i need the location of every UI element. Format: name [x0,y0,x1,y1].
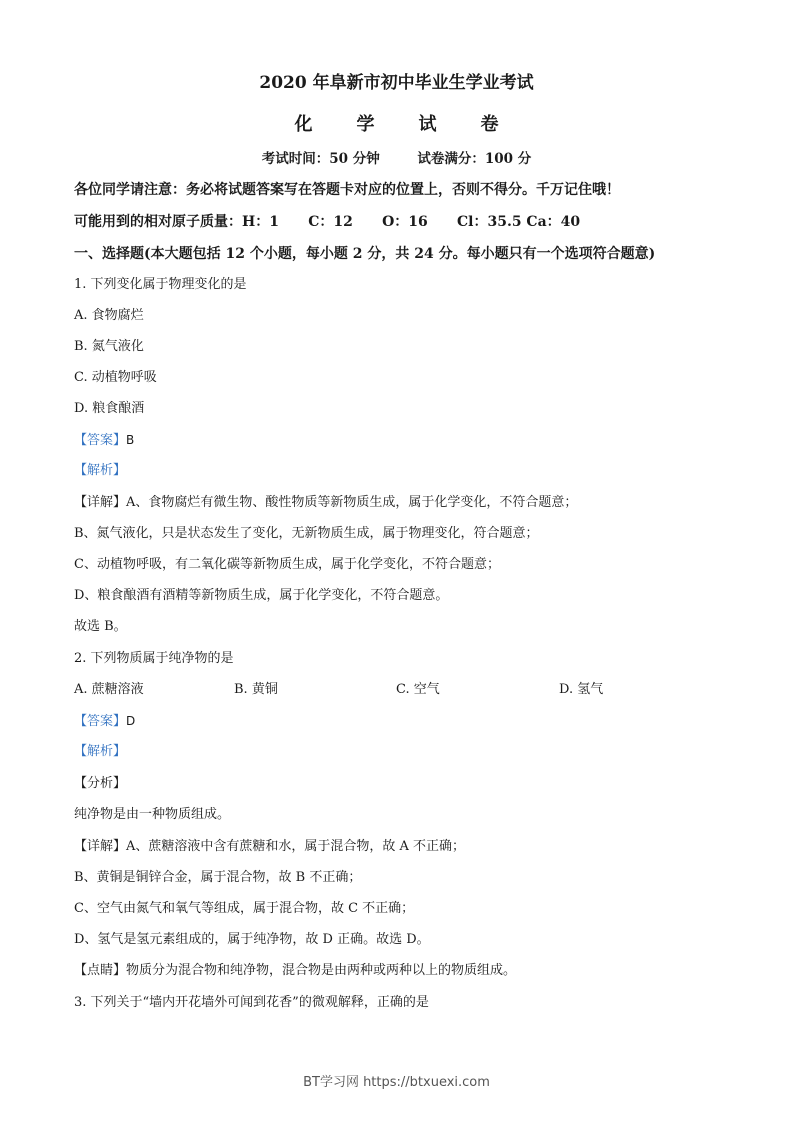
exam-title: 2020 年阜新市初中毕业生学业考试 [259,73,534,93]
q2-detail-2: B、黄铜是铜锌合金，属于混合物，故 B 不正确； [74,870,362,885]
answer-value: D [126,714,136,728]
footer-watermark[interactable]: BT学习网 https://btxuexi.com [303,1075,490,1090]
q1-option-c: C. 动植物呼吸 [74,370,157,385]
q2-analysis-label: 【解析】 [74,744,127,759]
q2-answer [74,713,135,730]
answer-label: 【答案】 [74,714,127,729]
q2-detail-1: 【详解】A、蔗糖溶液中含有蔗糖和水，属于混合物，故 A 不正确； [74,839,466,854]
q2-option-a: A. 蔗糖溶液 [74,682,144,697]
exam-subject: 化学试卷 [294,114,543,135]
q1-detail-2: B、氮气液化，只是状态发生了变化，无新物质生成，属于物理变化，符合题意； [74,526,539,541]
q1-detail-4: D、粮食酿酒有酒精等新物质生成，属于化学变化，不符合题意。 [74,588,449,603]
atomic-masses: 可能用到的相对原子质量：H：1 C：12 O：16 Cl：35.5 Ca：40 [74,214,581,230]
q1-option-b: B. 氮气液化 [74,339,144,354]
q2-dianjing: 【点睛】物质分为混合物和纯净物，混合物是由两种或两种以上的物质组成。 [74,963,517,978]
q2-option-d: D. 氢气 [559,682,604,697]
q2-detail-3: C、空气由氮气和氧气等组成，属于混合物，故 C 不正确； [74,901,415,916]
q2-detail-4: D、氢气是氢元素组成的，属于纯净物，故 D 正确。故选 D。 [74,932,430,947]
q1-detail-5: 故选 B。 [74,619,127,634]
q1-detail-3: C、动植物呼吸，有二氧化碳等新物质生成，属于化学变化，不符合题意； [74,557,500,572]
q1-stem: 1. 下列变化属于物理变化的是 [74,277,247,292]
section-title: 一、选择题(本大题包括 12 个小题，每小题 2 分，共 24 分。每小题只有一个选项符合题意) [74,246,656,262]
notice: 各位同学请注意：务必将试题答案写在答题卡对应的位置上，否则不得分。千万记住哦！ [74,182,620,198]
q1-detail-1: 【详解】A、食物腐烂有微生物、酸性物质等新物质生成，属于化学变化，不符合题意； [74,495,578,510]
q1-option-a: A. 食物腐烂 [74,308,144,323]
answer-value: B [126,433,135,447]
q2-fenxi-label: 【分析】 [74,776,127,791]
q1-answer [74,432,134,449]
q2-options [74,682,694,698]
q2-option-b: B. 黄铜 [234,682,278,697]
q1-option-d: D. 粮食酿酒 [74,401,145,416]
q2-stem: 2. 下列物质属于纯净物的是 [74,651,234,666]
q3-stem: 3. 下列关于“墙内开花墙外可闻到花香”的微观解释，正确的是 [74,995,429,1010]
q2-option-c: C. 空气 [396,682,440,697]
answer-label: 【答案】 [74,433,127,448]
exam-info: 考试时间：50 分钟 试卷满分：100 分 [261,151,532,167]
q2-fenxi: 纯净物是由一种物质组成。 [74,807,231,822]
q1-analysis-label: 【解析】 [74,463,127,478]
